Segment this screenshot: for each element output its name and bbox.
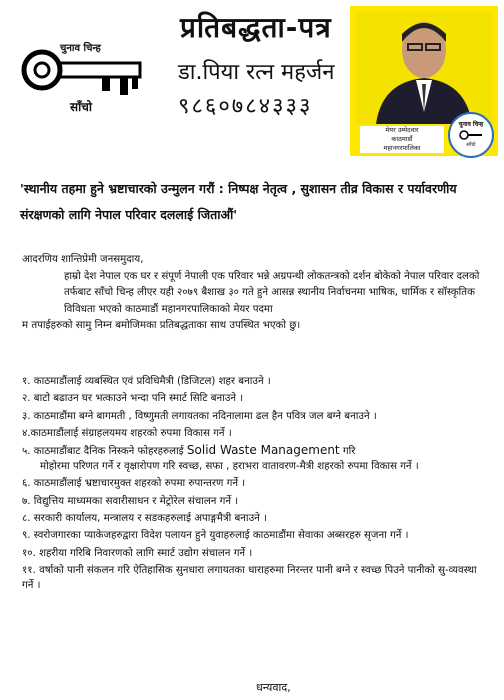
- key-top-label: चुनाव चिन्ह: [60, 43, 101, 54]
- candidate-phone: ९८६०७८४३३३: [178, 94, 313, 119]
- candidate-name: डा.पिया रत्न महर्जन: [178, 60, 335, 85]
- key-symbol: [12, 20, 152, 120]
- letter-body: [22, 252, 490, 335]
- list-item: ५. काठमाडौंबाट दैनिक निस्कने फोहरहरुलाई Solid Waste Management गरि मोहोरमा परिणत गर्ने र वृक्षारोपण गरि स्वच्छ, सफा , हराभरा वातावरण-मैत्री शहरको रुपमा विकास गर्ने ।: [22, 443, 419, 473]
- page-title: प्रतिबद्धता-पत्र: [180, 11, 332, 44]
- key-badge-icon: [450, 114, 492, 156]
- list-item: १०. शहरीया गरिबि निवारणको लागि स्मार्ट उद्योग संचालन गर्ने ।: [22, 547, 253, 559]
- list-item: ६. काठमाडौंलाई भ्रष्टाचारमुक्त शहरको रुपमा रुपान्तरण गर्ने ।: [22, 478, 246, 490]
- slogan: 'स्थानीय तहमा हुने भ्रष्टाचारको उन्मुलन गरौं : निष्पक्ष नेतृत्व , सुशासन तीव्र विकास र पर्यावरणीय संरक्षणको लागि नेपाल परिवार दललाई जिताऔं': [20, 181, 457, 222]
- election-symbol-badge: चुनाव चिन्ह साँचो: [448, 112, 494, 158]
- candidate-photo: [356, 12, 492, 124]
- commitments-list: [22, 374, 490, 595]
- list-item: ३. काठमाडौंमा बग्ने बागमती , विष्णुमती लगायतका नदिनालामा ढल हैन पवित्र जल बग्ने बनाउने ।: [22, 410, 377, 422]
- list-item: १. काठमाडौंलाई व्यबस्थित एवं प्रविधिमैत्री (डिजिटल) शहर बनाउने ।: [22, 376, 271, 387]
- closing-thanks: धन्यवाद,: [256, 681, 291, 694]
- photo-caption: मेयर उम्मेदवार काठमाडौं महानगरपालिका: [360, 126, 444, 153]
- list-item: ११. वर्षाको पानी संकलन गरि ऐतिहासिक सुनधारा लगायतका धाराहरुमा निरन्तर पानी बग्ने र स्वच्छ पिउने पानीको सु-व्यवस्था गर्ने ।: [22, 564, 477, 591]
- intro-paragraph: हाम्रो देश नेपाल एक घर र संपूर्ण नेपाली एक परिवार भन्ने अग्रपन्थी लोकतन्त्रको दर्शन बोकेको नेपाल परिवार दलको तर्फबाट साँचो चिन्ह लीएर यही २०७९ बैशाख ३० गते हुने आसन्न स्थानीय निर्वाचनमा भाषिक, धार्मिक र सॉस्कृतिक विविधता भएको काठमाडौं महानगरपालिकाको मेयर पदमा: [64, 270, 480, 315]
- list-item: ७. विद्युत्तिय माध्यमका सवारीसाधन र मेट्रोरेल संचालन गर्ने ।: [22, 495, 239, 507]
- person-icon: [356, 12, 492, 124]
- header: [0, 0, 504, 160]
- list-item: ४.काठमाडौंलाई संग्राहलयमय शहरको रुपमा विकास गर्ने ।: [22, 427, 232, 439]
- list-item: २. बाटो बढाउन घर भत्काउने भन्दा पनि स्मार्ट सिटि बनाउने ।: [22, 393, 244, 405]
- greeting: आदरणिय शान्तिप्रेमी जनसमुदाय,: [22, 254, 144, 265]
- english-term: Solid Waste Management: [186, 443, 340, 458]
- list-item: ९. स्वरोजगारका प्याकेजहरुद्वारा विदेश पलायन हुने युवाहरुलाई काठमाडौंमा सेवाका अब्सरहरु सृजना गर्ने ।: [22, 530, 409, 542]
- list-item: ८. सरकारी कार्यालय, मन्त्रालय र सडकहरुलाई अपाङ्गमैत्री बनाउने ।: [22, 513, 267, 525]
- intro-last-line: म तपाईहरुको सामु निम्न बमोजिमका प्रतिबद्धताका साथ उपस्थित भएको छु।: [22, 320, 301, 332]
- key-bottom-label: साँचो: [70, 100, 92, 114]
- candidate-photo-card: [350, 6, 498, 156]
